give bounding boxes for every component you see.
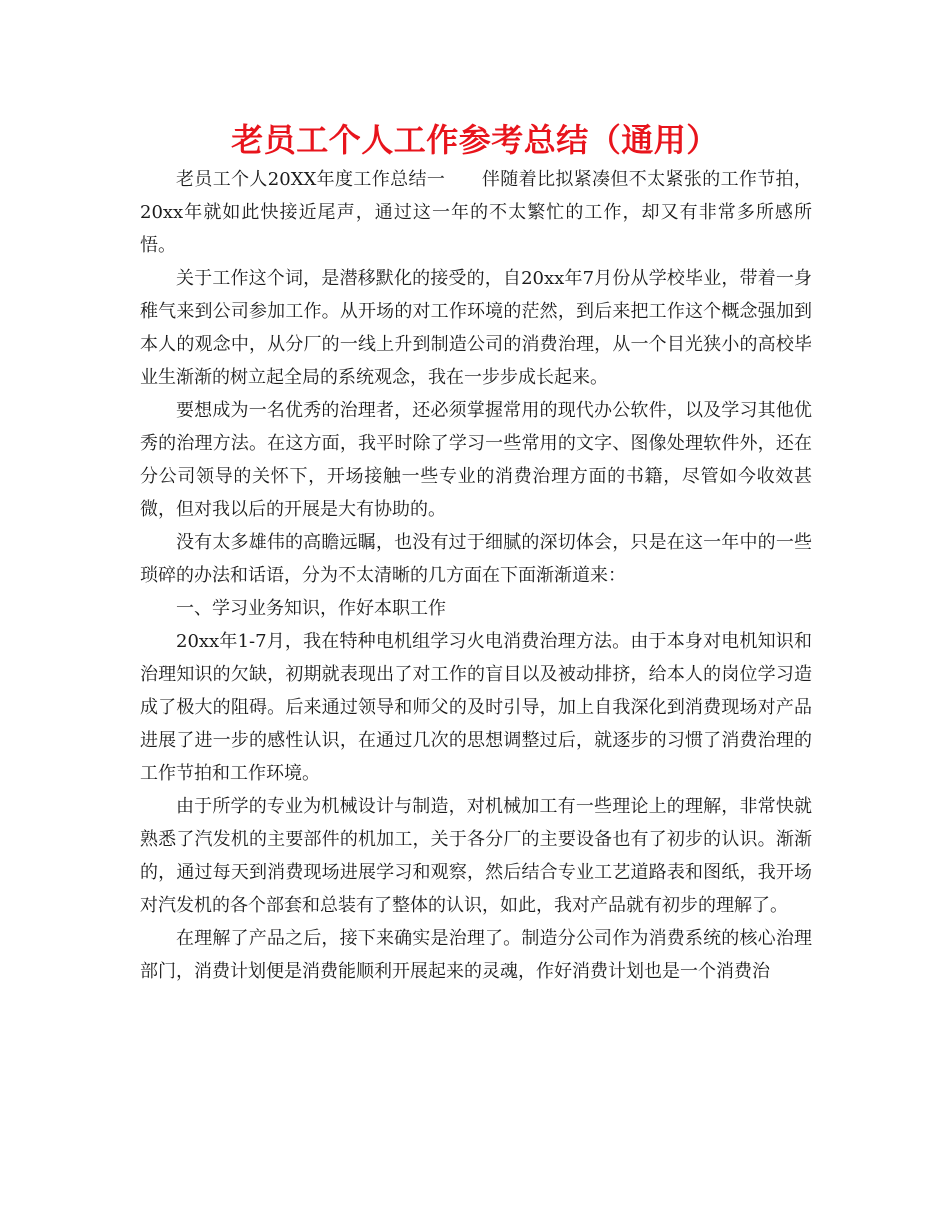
paragraph-4: 没有太多雄伟的高瞻远瞩，也没有过于细腻的深切体会，只是在这一年中的一些琐碎的办法和话语，分为不太清晰的几方面在下面渐渐道来： bbox=[140, 532, 812, 586]
paragraph-5: 20xx年1-7月，我在特种电机组学习火电消费治理方法。由于本身对电机知识和治理知识的欠缺，初期就表现出了对工作的盲目以及被动排挤，给本人的岗位学习造成了极大的阻碍。后来通过领导和师父的及时引导，加上自我深化到消费现场对产品进展了进一步的感性认识，在通过几次的思想调整过后，就逐步的习惯了消费治理的工作节拍和工作环境。 bbox=[140, 631, 812, 784]
paragraph-7: 在理解了产品之后，接下来确实是治理了。制造分公司作为消费系统的核心治理部门，消费计划便是消费能顺利开展起来的灵魂，作好消费计划也是一个消费治 bbox=[140, 928, 812, 982]
paragraph-2: 关于工作这个词，是潜移默化的接受的，自20xx年7月份从学校毕业，带着一身稚气来到公司参加工作。从开场的对工作环境的茫然，到后来把工作这个概念强加到本人的观念中，从分厂的一线上升到制造公司的消费治理，从一个目光狭小的高校毕业生渐渐的树立起全局的系统观念，我在一步步成长起来。 bbox=[140, 268, 812, 388]
section-heading-1: 一、学习业务知识，作好本职工作 bbox=[176, 598, 446, 619]
document-title: 老员工个人工作参考总结（通用） bbox=[231, 121, 719, 159]
document-body bbox=[140, 163, 812, 988]
paragraph-1: 老员工个人20XX年度工作总结一 伴随着比拟紧凑但不太紧张的工作节拍，20xx年就如此快接近尾声，通过这一年的不太繁忙的工作，却又有非常多所感所悟。 bbox=[140, 169, 812, 256]
paragraph-3: 要想成为一名优秀的治理者，还必须掌握常用的现代办公软件，以及学习其他优秀的治理方法。在这方面，我平时除了学习一些常用的文字、图像处理软件外，还在分公司领导的关怀下，开场接触一些专业的消费治理方面的书籍，尽管如今收效甚微，但对我以后的开展是大有协助的。 bbox=[140, 400, 812, 520]
paragraph-6: 由于所学的专业为机械设计与制造，对机械加工有一些理论上的理解，非常快就熟悉了汽发机的主要部件的机加工，关于各分厂的主要设备也有了初步的认识。渐渐的，通过每天到消费现场进展学习和观察，然后结合专业工艺道路表和图纸，我开场对汽发机的各个部套和总装有了整体的认识，如此，我对产品就有初步的理解了。 bbox=[140, 796, 812, 916]
